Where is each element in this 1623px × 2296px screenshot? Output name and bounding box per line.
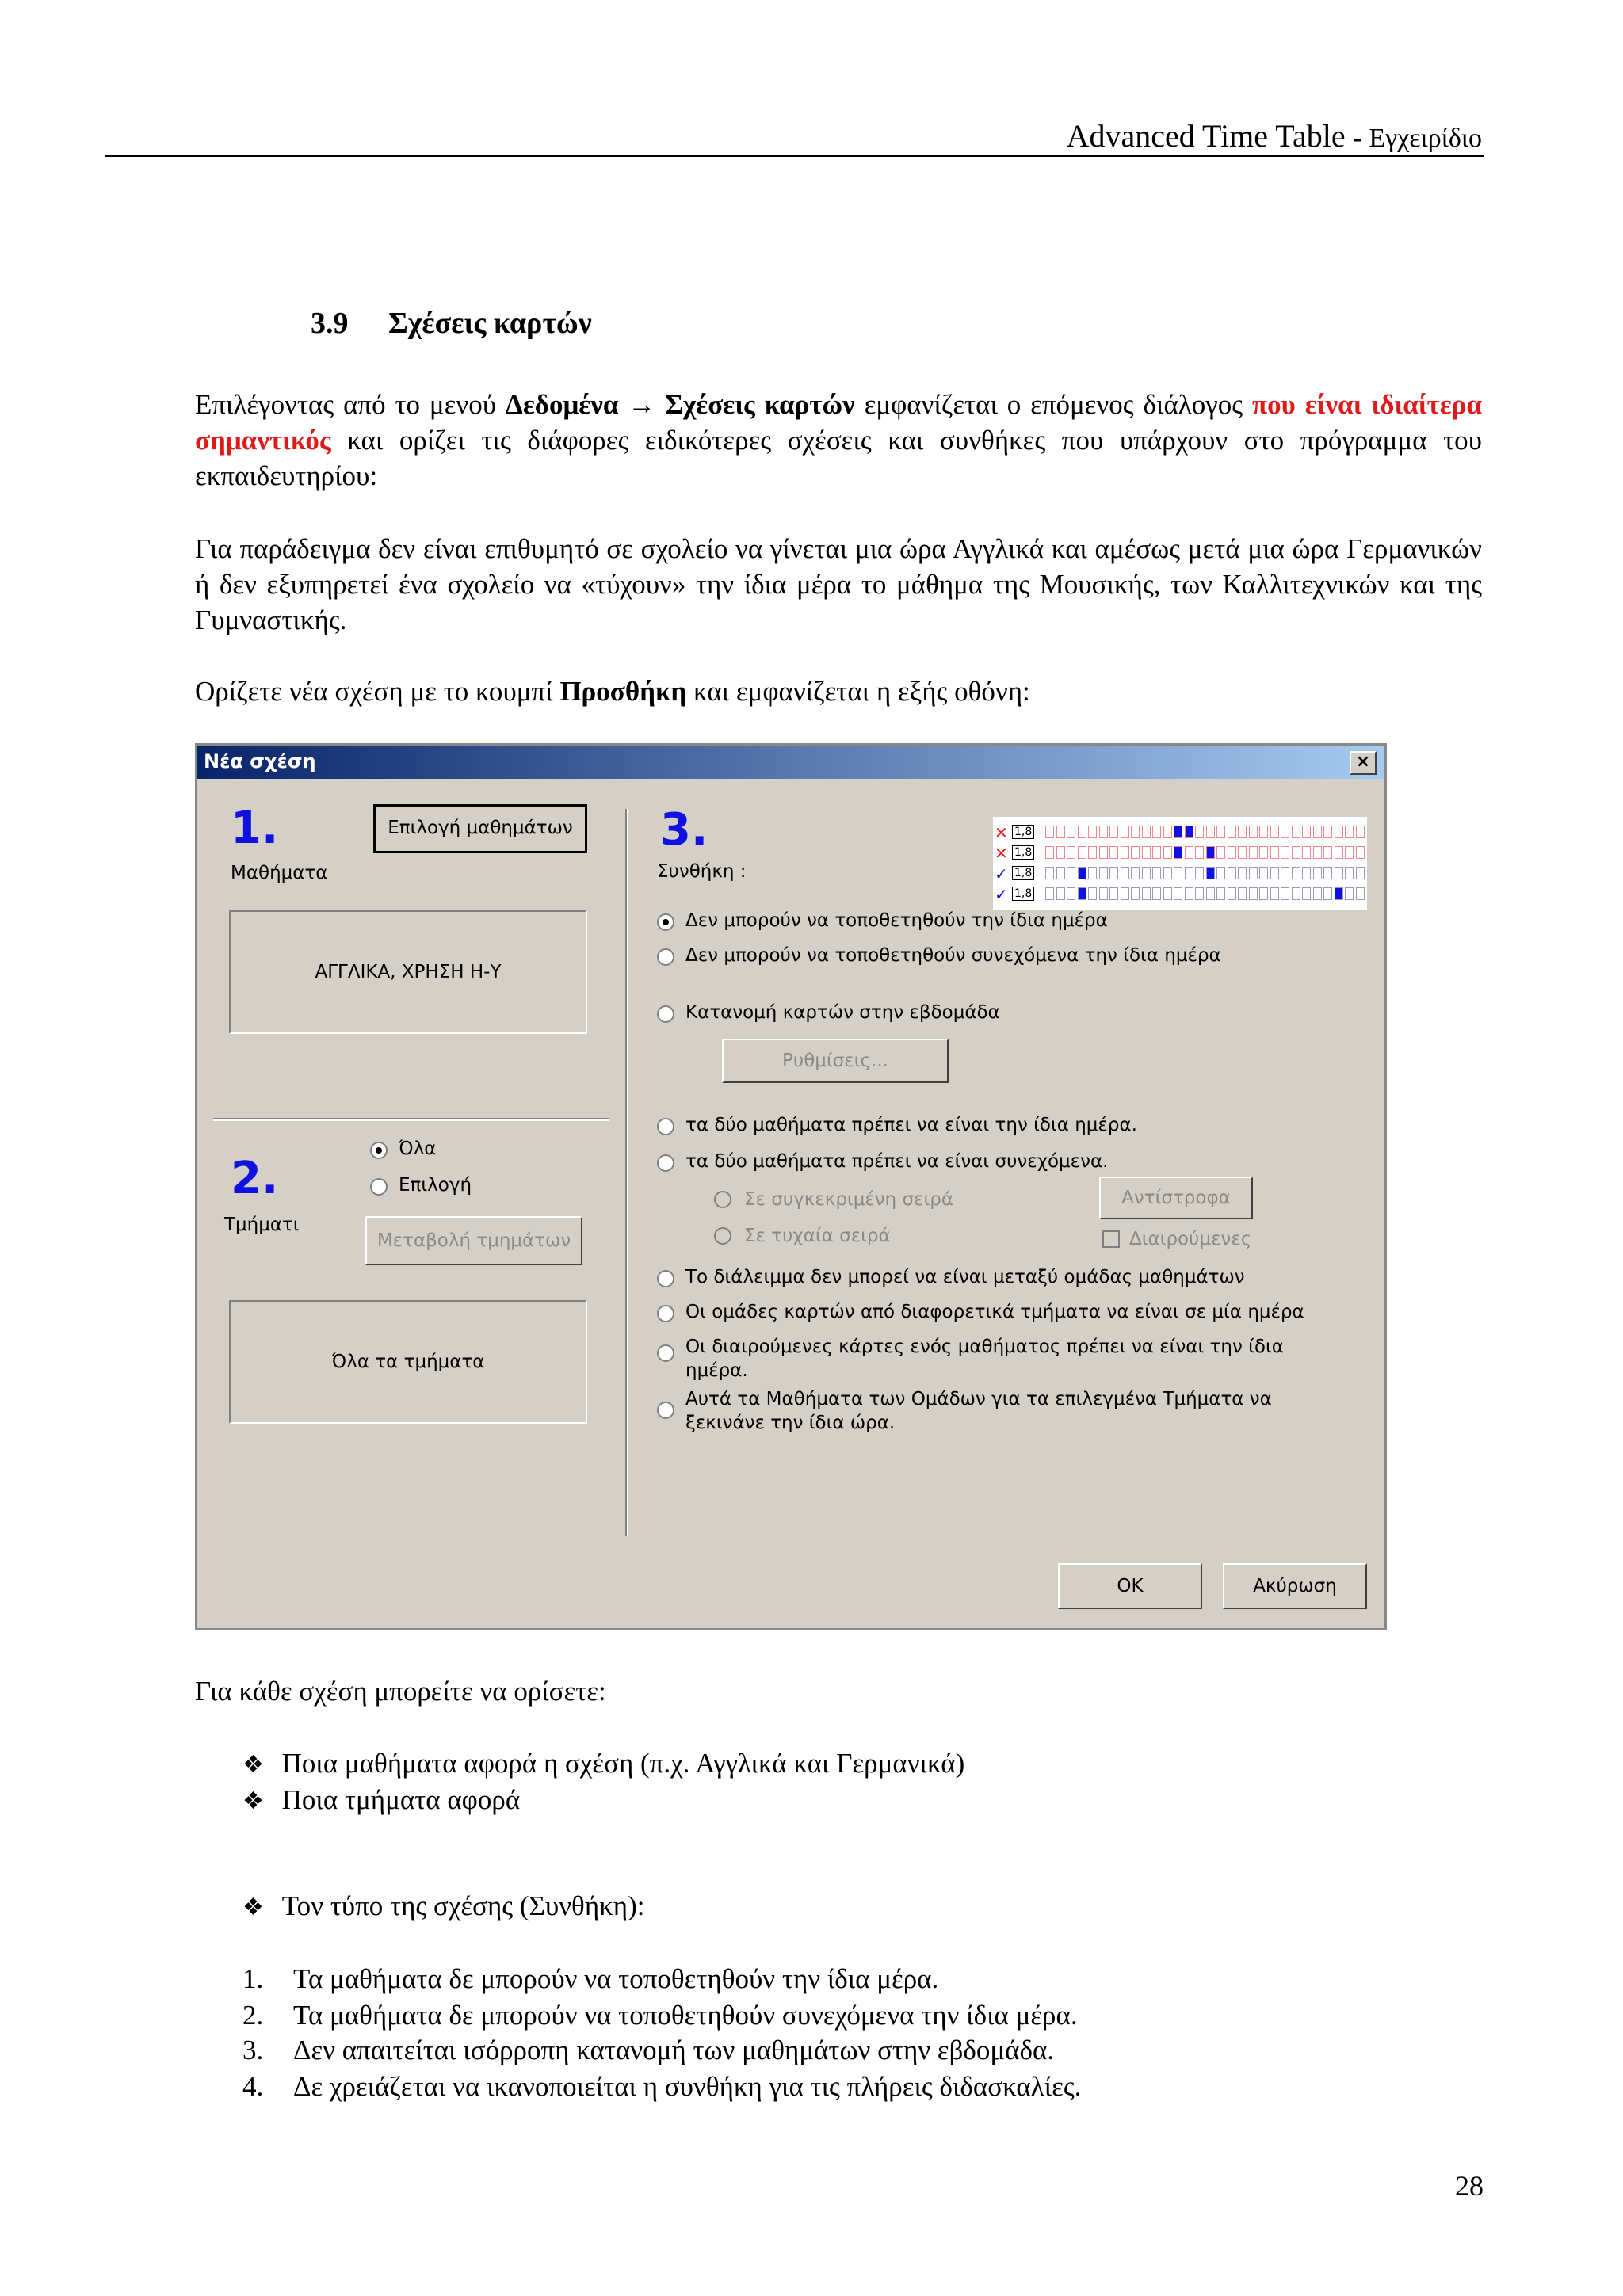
paragraph-for-each: Για κάθε σχέση μπορείτε να ορίσετε: [195, 1676, 606, 1707]
classes-value-box [229, 1300, 587, 1424]
step-3-number: 3. [660, 804, 708, 856]
cross-icon: ✕ [995, 844, 1008, 863]
ok-button[interactable] [1058, 1563, 1202, 1609]
dialog-title: Νέα σχέση [204, 750, 316, 772]
page-number: 28 [1455, 2170, 1484, 2202]
grid-cell [1067, 887, 1075, 900]
option-8-radio[interactable] [657, 1344, 674, 1362]
grid-cell [1238, 867, 1247, 879]
grid-cell [1163, 826, 1172, 838]
grid-cell [1067, 826, 1075, 838]
grid-cell [1356, 887, 1365, 900]
grid-cell [1056, 887, 1065, 900]
option-2-radio[interactable] [657, 948, 674, 966]
grid-cell [1099, 887, 1108, 900]
grid-cell [1228, 887, 1236, 900]
grid-cell [1259, 826, 1268, 838]
grid-cell [1206, 867, 1215, 879]
grid-cell [1345, 826, 1354, 838]
step-2-number: 2. [231, 1153, 279, 1204]
paragraph-add [195, 673, 1482, 709]
p3-text-c: και εμφανίζεται η εξής οθόνη: [686, 676, 1030, 707]
grid-cell [1174, 846, 1182, 859]
numbered-item-1 [242, 1963, 938, 1995]
schedule-grid-row [993, 845, 1367, 861]
item-text: Τα μαθήματα δε μπορούν να τοποθετηθούν την ίδια μέρα. [293, 1963, 939, 1994]
p1-text-a: Επιλέγοντας από το μενού [195, 389, 506, 420]
numbered-item-3 [242, 2035, 1054, 2066]
select-lessons-label: Επιλογή μαθημάτων [388, 818, 573, 838]
option-2-label: Δεν μπορούν να τοποθετηθούν συνεχόμενα την ίδια ημέρα [685, 945, 1221, 966]
grid-cell [1185, 887, 1193, 900]
random-order-radio[interactable] [714, 1227, 731, 1245]
grid-cell [1142, 887, 1151, 900]
condition-label: Συνθήκη : [657, 861, 747, 882]
menu-card-relations: Σχέσεις καρτών [665, 389, 855, 420]
select-lessons-button[interactable] [373, 804, 587, 853]
grid-cell [1356, 846, 1365, 859]
grid-cell [1067, 846, 1075, 859]
diamond-bullet-icon: ❖ [242, 1788, 264, 1814]
grid-cell [1345, 846, 1354, 859]
numbered-item-4 [242, 2071, 1081, 2103]
grid-cell [1174, 826, 1182, 838]
grid-cell [1078, 826, 1086, 838]
grid-cell [1216, 846, 1225, 859]
grid-cell [1163, 846, 1172, 859]
grid-cell [1323, 826, 1332, 838]
grid-cell [1206, 826, 1215, 838]
bullet-item-3 [242, 1890, 644, 1922]
option-5-label: τα δύο μαθήματα πρέπει να είναι συνεχόμενα. [685, 1151, 1109, 1172]
grid-cell [1088, 846, 1097, 859]
grid-cell [1109, 887, 1118, 900]
grid-cell [1259, 867, 1268, 879]
add-button-ref: Προσθήκη [559, 676, 687, 707]
option-6-radio[interactable] [657, 1270, 674, 1287]
grid-cell [1056, 867, 1065, 879]
grid-cell [1259, 887, 1268, 900]
bullet-text: Ποια τμήματα αφορά [281, 1784, 521, 1815]
check-icon: ✓ [995, 885, 1008, 904]
grid-cell [1185, 867, 1193, 879]
grid-cell [1281, 867, 1289, 879]
grid-cell [1067, 867, 1075, 879]
p1-text-d: εμφανίζεται ο επόμενος διάλογος [854, 389, 1252, 420]
item-number: 2. [242, 2000, 264, 2031]
grid-cell [1228, 826, 1236, 838]
menu-data: Δεδομένα [505, 389, 619, 420]
reverse-button[interactable] [1099, 1177, 1253, 1219]
grid-cell [1195, 826, 1204, 838]
grid-cell [1335, 826, 1343, 838]
grid-cell [1109, 826, 1118, 838]
grid-cell [1088, 826, 1097, 838]
option-9-radio[interactable] [657, 1402, 674, 1419]
numbered-item-2 [242, 2000, 1078, 2031]
grid-cell [1228, 846, 1236, 859]
grid-cell [1281, 887, 1289, 900]
section-title: Σχέσεις καρτών [388, 307, 592, 340]
grid-cell [1259, 846, 1268, 859]
close-icon[interactable]: × [1350, 751, 1377, 775]
grid-cell [1335, 846, 1343, 859]
cancel-button-label: Ακύρωση [1253, 1576, 1337, 1596]
grid-cell [1078, 867, 1086, 879]
grid-cell [1345, 887, 1354, 900]
grid-tag: 1,8 [1012, 825, 1034, 839]
settings-button-label: Ρυθμίσεις... [782, 1051, 888, 1071]
option-1-radio[interactable] [657, 913, 674, 931]
grid-cell [1216, 826, 1225, 838]
grid-cell [1078, 846, 1086, 859]
grid-cell [1292, 887, 1300, 900]
option-1-label: Δεν μπορούν να τοποθετηθούν την ίδια ημέρα [685, 910, 1108, 931]
option-3-label: Κατανομή καρτών στην εβδομάδα [685, 1002, 1000, 1023]
bullet-item-1 [242, 1748, 964, 1779]
grid-cell [1270, 887, 1279, 900]
grid-cell [1152, 826, 1161, 838]
option-6-label: Το διάλειμμα δεν μπορεί να είναι μεταξύ ομάδας μαθημάτων [685, 1267, 1245, 1287]
cancel-button[interactable] [1223, 1563, 1367, 1609]
divided-checkbox-label: Διαιρούμενες [1129, 1229, 1252, 1249]
grid-cell [1088, 887, 1097, 900]
grid-cell [1099, 867, 1108, 879]
grid-cell [1163, 867, 1172, 879]
cross-icon: ✕ [995, 823, 1008, 842]
classes-label: Τμήματι [224, 1215, 300, 1235]
dialog-title-bar [197, 746, 1384, 779]
specific-order-label: Σε συγκεκριμένη σειρά [744, 1189, 954, 1210]
grid-tag: 1,8 [1012, 887, 1034, 901]
random-order-label: Σε τυχαία σειρά [744, 1226, 891, 1246]
grid-cell [1099, 826, 1108, 838]
grid-cell [1078, 887, 1086, 900]
selection-radio-label: Επιλογή [399, 1175, 472, 1196]
item-number: 3. [242, 2035, 264, 2065]
change-classes-label: Μεταβολή τμημάτων [376, 1230, 571, 1251]
bullet-text: Τον τύπο της σχέσης (Συνθήκη): [281, 1890, 645, 1921]
paragraph-intro [195, 387, 1482, 494]
grid-cell [1121, 826, 1129, 838]
lessons-value-box [229, 910, 587, 1034]
option-3-radio[interactable] [657, 1005, 674, 1023]
header-subtitle: - Εγχειρίδιο [1353, 124, 1482, 153]
vertical-separator [625, 809, 628, 1536]
grid-cell [1335, 867, 1343, 879]
grid-cell [1056, 826, 1065, 838]
grid-cell [1292, 826, 1300, 838]
grid-cell [1131, 887, 1140, 900]
step-1-number: 1. [231, 803, 279, 854]
option-4-label: τα δύο μαθήματα πρέπει να είναι την ίδια ημέρα. [685, 1115, 1137, 1135]
important-text: που είναι ιδιαίτερα σημαντικός [195, 389, 1483, 456]
section-heading [311, 306, 592, 341]
grid-cell [1142, 867, 1151, 879]
grid-cell [1323, 846, 1332, 859]
grid-cell [1356, 867, 1365, 879]
specific-order-radio[interactable] [714, 1191, 731, 1208]
header-title: Advanced Time Table [1066, 118, 1346, 154]
diamond-bullet-icon: ❖ [242, 1894, 264, 1920]
grid-cell [1335, 887, 1343, 900]
grid-cell [1313, 846, 1322, 859]
option-5-radio[interactable] [657, 1154, 674, 1172]
bullet-text: Ποια μαθήματα αφορά η σχέση (π.χ. Αγγλικά και Γερμανικά) [281, 1748, 965, 1779]
grid-cell [1206, 846, 1215, 859]
grid-tag: 1,8 [1012, 866, 1034, 880]
lessons-value: ΑΓΓΛΙΚΑ, ΧΡΗΣΗ Η-Υ [315, 962, 502, 982]
grid-cell [1281, 826, 1289, 838]
grid-cell [1121, 846, 1129, 859]
settings-button[interactable] [722, 1039, 949, 1083]
grid-cell [1238, 887, 1247, 900]
change-classes-button[interactable] [365, 1216, 582, 1265]
arrow: → [618, 389, 666, 420]
grid-cell [1152, 867, 1161, 879]
grid-cell [1121, 887, 1129, 900]
grid-cell [1249, 867, 1258, 879]
reverse-button-label: Αντίστροφα [1121, 1188, 1231, 1208]
grid-cell [1045, 826, 1054, 838]
grid-cell [1131, 867, 1140, 879]
left-separator [213, 1118, 609, 1121]
divided-checkbox[interactable] [1102, 1230, 1120, 1248]
schedule-preview [993, 817, 1367, 910]
bullet-item-2 [242, 1784, 520, 1816]
grid-cell [1216, 887, 1225, 900]
grid-cell [1249, 887, 1258, 900]
grid-cell [1163, 887, 1172, 900]
p3-text-a: Ορίζετε νέα σχέση με το κουμπί [195, 676, 560, 707]
all-radio[interactable] [370, 1142, 388, 1159]
grid-cell [1195, 846, 1204, 859]
option-7-radio[interactable] [657, 1305, 674, 1322]
grid-cell [1174, 867, 1182, 879]
schedule-grid-row [993, 866, 1367, 882]
new-relation-dialog [195, 743, 1387, 1630]
grid-cell [1206, 887, 1215, 900]
grid-cell [1302, 887, 1311, 900]
grid-cell [1131, 826, 1140, 838]
grid-cell [1174, 887, 1182, 900]
grid-cell [1323, 887, 1332, 900]
grid-cell [1313, 867, 1322, 879]
grid-cell [1216, 867, 1225, 879]
grid-cell [1281, 846, 1289, 859]
item-number: 1. [242, 1963, 264, 1994]
ok-button-label: OK [1117, 1576, 1144, 1596]
grid-cell [1249, 846, 1258, 859]
option-4-radio[interactable] [657, 1118, 674, 1135]
item-text: Δε χρειάζεται να ικανοποιείται η συνθήκη για τις πλήρεις διδασκαλίες. [293, 2071, 1082, 2102]
selection-radio[interactable] [370, 1178, 388, 1196]
grid-cell [1152, 846, 1161, 859]
grid-cell [1152, 887, 1161, 900]
grid-cell [1313, 887, 1322, 900]
grid-cell [1185, 826, 1193, 838]
schedule-grid-row [993, 887, 1367, 902]
check-icon: ✓ [995, 864, 1008, 883]
grid-cell [1045, 867, 1054, 879]
grid-cell [1238, 846, 1247, 859]
grid-cell [1099, 846, 1108, 859]
grid-cell [1131, 846, 1140, 859]
grid-cell [1356, 826, 1365, 838]
document-header [935, 117, 1482, 154]
section-number: 3.9 [311, 307, 349, 340]
grid-cell [1345, 867, 1354, 879]
grid-cell [1292, 867, 1300, 879]
all-radio-label: Όλα [399, 1138, 437, 1159]
grid-cell [1142, 846, 1151, 859]
item-number: 4. [242, 2071, 264, 2102]
grid-cell [1142, 826, 1151, 838]
item-text: Τα μαθήματα δε μπορούν να τοποθετηθούν συνεχόμενα την ίδια μέρα. [293, 2000, 1078, 2031]
grid-cell [1249, 826, 1258, 838]
paragraph-example: Για παράδειγμα δεν είναι επιθυμητό σε σχολείο να γίνεται μια ώρα Αγγλικά και αμέσως μετά μια ώρα Γερμανικών ή δεν εξυπηρετεί ένα σχολείο να «τύχουν» την ίδια μέρα το μάθημα της Μουσικής, των Καλλιτεχνικών και της Γυμναστικής. [195, 533, 1482, 635]
grid-cell [1292, 846, 1300, 859]
option-7-label: Οι ομάδες καρτών από διαφορετικά τμήματα να είναι σε μία ημέρα [685, 1302, 1304, 1322]
grid-cell [1270, 826, 1279, 838]
grid-cell [1238, 826, 1247, 838]
lessons-label: Μαθήματα [231, 863, 328, 883]
grid-cell [1270, 867, 1279, 879]
classes-value: Όλα τα τμήματα [331, 1352, 485, 1372]
grid-cell [1088, 867, 1097, 879]
p1-text-e: και ορίζει τις διάφορες ειδικότερες σχέσεις και συνθήκες που υπάρχουν στο πρόγραμμα του εκπαιδευτηρίου: [195, 425, 1482, 491]
diamond-bullet-icon: ❖ [242, 1752, 264, 1778]
option-9-label: Αυτά τα Μαθήματα των Ομάδων για τα επιλεγμένα Τμήματα να ξεκινάνε την ίδια ώρα. [685, 1389, 1272, 1433]
grid-cell [1195, 887, 1204, 900]
grid-cell [1195, 867, 1204, 879]
grid-cell [1109, 846, 1118, 859]
grid-cell [1056, 846, 1065, 859]
grid-cell [1228, 867, 1236, 879]
grid-cell [1270, 846, 1279, 859]
grid-cell [1302, 826, 1311, 838]
grid-cell [1121, 867, 1129, 879]
item-text: Δεν απαιτείται ισόρροπη κατανομή των μαθημάτων στην εβδομάδα. [293, 2035, 1055, 2065]
grid-cell [1185, 846, 1193, 859]
grid-cell [1109, 867, 1118, 879]
grid-cell [1302, 867, 1311, 879]
grid-cell [1323, 867, 1332, 879]
grid-cell [1045, 846, 1054, 859]
grid-cell [1045, 887, 1054, 900]
grid-cell [1302, 846, 1311, 859]
grid-cell [1313, 826, 1322, 838]
header-rule [105, 155, 1484, 157]
schedule-grid-row [993, 825, 1367, 841]
option-8-label: Οι διαιρούμενες κάρτες ενός μαθήματος πρέπει να είναι την ίδια ημέρα. [685, 1337, 1284, 1381]
grid-tag: 1,8 [1012, 845, 1034, 860]
